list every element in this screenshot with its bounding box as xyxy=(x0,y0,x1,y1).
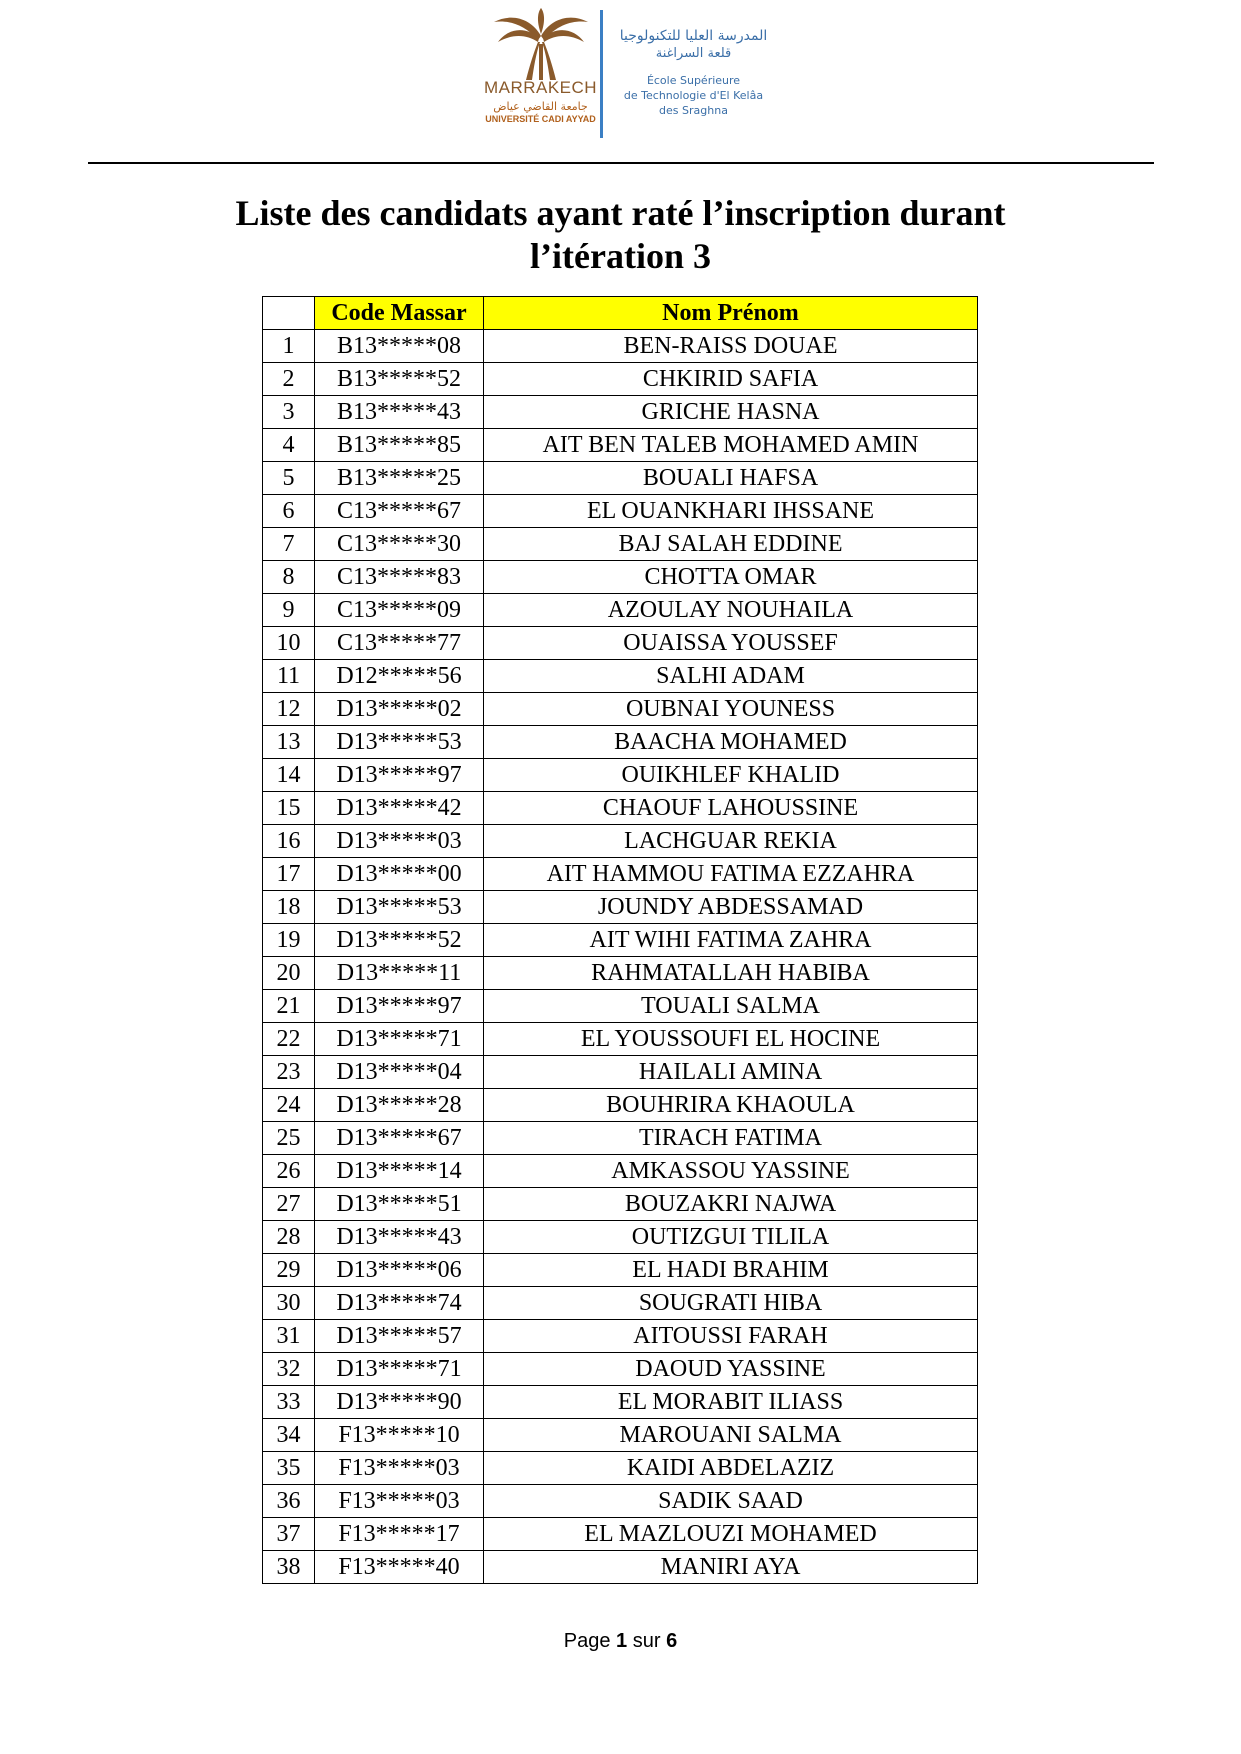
table-row xyxy=(263,1023,978,1056)
table-row xyxy=(263,330,978,363)
cell-code-massar: D13*****00 xyxy=(315,858,484,891)
table-row xyxy=(263,1056,978,1089)
cell-index: 5 xyxy=(263,462,315,495)
cell-code-massar: D13*****06 xyxy=(315,1254,484,1287)
cell-code-massar: C13*****30 xyxy=(315,528,484,561)
cell-code-massar: D13*****74 xyxy=(315,1287,484,1320)
cell-nom-prenom: EL YOUSSOUFI EL HOCINE xyxy=(484,1023,978,1056)
candidates-table xyxy=(262,296,978,1584)
column-header-nom-prenom: Nom Prénom xyxy=(484,297,978,330)
school-name-arabic-line1: المدرسة العليا للتكنولوجيا xyxy=(619,28,768,44)
cell-index: 10 xyxy=(263,627,315,660)
cell-code-massar: D13*****14 xyxy=(315,1155,484,1188)
table-row xyxy=(263,627,978,660)
table-row xyxy=(263,396,978,429)
cell-index: 14 xyxy=(263,759,315,792)
cell-code-massar: D13*****97 xyxy=(315,990,484,1023)
cell-index: 33 xyxy=(263,1386,315,1419)
table-row xyxy=(263,1485,978,1518)
cell-nom-prenom: MAROUANI SALMA xyxy=(484,1419,978,1452)
column-header-index xyxy=(263,297,315,330)
cell-index: 4 xyxy=(263,429,315,462)
cell-nom-prenom: BOUHRIRA KHAOULA xyxy=(484,1089,978,1122)
table-row xyxy=(263,759,978,792)
cell-index: 19 xyxy=(263,924,315,957)
cell-nom-prenom: CHAOUF LAHOUSSINE xyxy=(484,792,978,825)
cell-code-massar: B13*****52 xyxy=(315,363,484,396)
cell-index: 37 xyxy=(263,1518,315,1551)
cell-code-massar: D13*****02 xyxy=(315,693,484,726)
cell-code-massar: D13*****71 xyxy=(315,1353,484,1386)
cell-nom-prenom: SOUGRATI HIBA xyxy=(484,1287,978,1320)
cell-nom-prenom: BAJ SALAH EDDINE xyxy=(484,528,978,561)
cell-index: 35 xyxy=(263,1452,315,1485)
cell-code-massar: F13*****03 xyxy=(315,1485,484,1518)
cell-code-massar: D13*****51 xyxy=(315,1188,484,1221)
cell-index: 27 xyxy=(263,1188,315,1221)
cell-index: 9 xyxy=(263,594,315,627)
cell-index: 22 xyxy=(263,1023,315,1056)
table-row xyxy=(263,1287,978,1320)
cell-code-massar: D13*****71 xyxy=(315,1023,484,1056)
cell-nom-prenom: CHKIRID SAFIA xyxy=(484,363,978,396)
table-row xyxy=(263,1386,978,1419)
cell-nom-prenom: AMKASSOU YASSINE xyxy=(484,1155,978,1188)
title-line-1: Liste des candidats ayant raté l’inscription durant xyxy=(235,193,1006,233)
table-row xyxy=(263,858,978,891)
cell-code-massar: B13*****43 xyxy=(315,396,484,429)
university-logo xyxy=(478,8,603,143)
cell-index: 25 xyxy=(263,1122,315,1155)
cell-index: 24 xyxy=(263,1089,315,1122)
page-current: 1 xyxy=(616,1630,628,1652)
cell-nom-prenom: RAHMATALLAH HABIBA xyxy=(484,957,978,990)
cell-code-massar: D13*****43 xyxy=(315,1221,484,1254)
table-row xyxy=(263,957,978,990)
cell-code-massar: D13*****67 xyxy=(315,1122,484,1155)
cell-nom-prenom: AIT WIHI FATIMA ZAHRA xyxy=(484,924,978,957)
header-divider xyxy=(88,162,1154,164)
cell-index: 30 xyxy=(263,1287,315,1320)
table-row xyxy=(263,363,978,396)
cell-index: 11 xyxy=(263,660,315,693)
cell-nom-prenom: AZOULAY NOUHAILA xyxy=(484,594,978,627)
cell-index: 2 xyxy=(263,363,315,396)
cell-nom-prenom: SALHI ADAM xyxy=(484,660,978,693)
cell-index: 8 xyxy=(263,561,315,594)
cell-index: 34 xyxy=(263,1419,315,1452)
table-row xyxy=(263,1353,978,1386)
logo-university-name: UNIVERSITÉ CADI AYYAD xyxy=(485,114,596,124)
school-name-french-line1: École Supérieure xyxy=(646,74,741,87)
table-row xyxy=(263,1122,978,1155)
cell-nom-prenom: BOUZAKRI NAJWA xyxy=(484,1188,978,1221)
column-header-code-massar: Code Massar xyxy=(315,297,484,330)
table-row xyxy=(263,528,978,561)
school-name-french-line2: de Technologie d'El Kelâa xyxy=(623,89,764,102)
table-row xyxy=(263,429,978,462)
school-name-french-line3: des Sraghna xyxy=(659,104,728,117)
cell-index: 26 xyxy=(263,1155,315,1188)
cell-index: 36 xyxy=(263,1485,315,1518)
table-row xyxy=(263,1155,978,1188)
cell-nom-prenom: BOUALI HAFSA xyxy=(484,462,978,495)
cell-index: 17 xyxy=(263,858,315,891)
table-row xyxy=(263,1188,978,1221)
table-row xyxy=(263,990,978,1023)
table-row xyxy=(263,660,978,693)
table-row xyxy=(263,594,978,627)
table-row xyxy=(263,825,978,858)
table-row xyxy=(263,1221,978,1254)
cell-index: 38 xyxy=(263,1551,315,1584)
cell-index: 23 xyxy=(263,1056,315,1089)
table-row xyxy=(263,924,978,957)
page-label: Page xyxy=(563,1630,611,1652)
cell-nom-prenom: AIT HAMMOU FATIMA EZZAHRA xyxy=(484,858,978,891)
table-row xyxy=(263,693,978,726)
cell-nom-prenom: AITOUSSI FARAH xyxy=(484,1320,978,1353)
cell-code-massar: F13*****03 xyxy=(315,1452,484,1485)
cell-code-massar: D13*****03 xyxy=(315,825,484,858)
table-row xyxy=(263,1419,978,1452)
cell-nom-prenom: BAACHA MOHAMED xyxy=(484,726,978,759)
school-name-arabic-line2: قلعة السراغنة xyxy=(655,46,732,61)
cell-nom-prenom: OUIKHLEF KHALID xyxy=(484,759,978,792)
page-separator: sur xyxy=(632,1630,661,1652)
table-row xyxy=(263,726,978,759)
cell-code-massar: F13*****17 xyxy=(315,1518,484,1551)
cell-nom-prenom: EL MORABIT ILIASS xyxy=(484,1386,978,1419)
table-row xyxy=(263,1089,978,1122)
page-footer xyxy=(0,1630,1241,1653)
table-row xyxy=(263,561,978,594)
cell-code-massar: D13*****52 xyxy=(315,924,484,957)
cell-nom-prenom: KAIDI ABDELAZIZ xyxy=(484,1452,978,1485)
cell-index: 16 xyxy=(263,825,315,858)
cell-code-massar: D13*****28 xyxy=(315,1089,484,1122)
cell-code-massar: D13*****04 xyxy=(315,1056,484,1089)
cell-nom-prenom: MANIRI AYA xyxy=(484,1551,978,1584)
cell-code-massar: D13*****97 xyxy=(315,759,484,792)
cell-nom-prenom: OUTIZGUI TILILA xyxy=(484,1221,978,1254)
cell-code-massar: D13*****42 xyxy=(315,792,484,825)
table-row xyxy=(263,891,978,924)
palm-tree-icon xyxy=(486,8,596,80)
page-header xyxy=(0,0,1241,160)
table-row xyxy=(263,1551,978,1584)
cell-code-massar: C13*****83 xyxy=(315,561,484,594)
cell-nom-prenom: TIRACH FATIMA xyxy=(484,1122,978,1155)
cell-index: 29 xyxy=(263,1254,315,1287)
cell-code-massar: C13*****09 xyxy=(315,594,484,627)
cell-code-massar: D13*****90 xyxy=(315,1386,484,1419)
cell-index: 18 xyxy=(263,891,315,924)
table-body xyxy=(263,330,978,1584)
cell-code-massar: B13*****85 xyxy=(315,429,484,462)
cell-index: 31 xyxy=(263,1320,315,1353)
table-row xyxy=(263,1452,978,1485)
cell-code-massar: F13*****40 xyxy=(315,1551,484,1584)
table-row xyxy=(263,1518,978,1551)
cell-nom-prenom: JOUNDY ABDESSAMAD xyxy=(484,891,978,924)
cell-index: 13 xyxy=(263,726,315,759)
school-logo-text xyxy=(606,28,781,118)
logo-divider xyxy=(600,10,603,138)
cell-code-massar: B13*****25 xyxy=(315,462,484,495)
cell-nom-prenom: EL HADI BRAHIM xyxy=(484,1254,978,1287)
document-title xyxy=(150,192,1091,278)
cell-nom-prenom: AIT BEN TALEB MOHAMED AMIN xyxy=(484,429,978,462)
cell-code-massar: D12*****56 xyxy=(315,660,484,693)
cell-nom-prenom: LACHGUAR REKIA xyxy=(484,825,978,858)
title-line-2: l’itération 3 xyxy=(530,236,711,276)
cell-index: 32 xyxy=(263,1353,315,1386)
cell-index: 7 xyxy=(263,528,315,561)
cell-nom-prenom: OUBNAI YOUNESS xyxy=(484,693,978,726)
logo-university-arabic: جامعة القاضي عياض xyxy=(493,100,588,113)
logo-city-name: MARRAKECH xyxy=(483,78,598,97)
cell-code-massar: C13*****67 xyxy=(315,495,484,528)
cell-nom-prenom: EL OUANKHARI IHSSANE xyxy=(484,495,978,528)
cell-code-massar: D13*****57 xyxy=(315,1320,484,1353)
cell-code-massar: F13*****10 xyxy=(315,1419,484,1452)
cell-nom-prenom: BEN-RAISS DOUAE xyxy=(484,330,978,363)
cell-code-massar: D13*****11 xyxy=(315,957,484,990)
school-name-french xyxy=(606,73,781,118)
cell-nom-prenom: CHOTTA OMAR xyxy=(484,561,978,594)
cell-nom-prenom: HAILALI AMINA xyxy=(484,1056,978,1089)
cell-code-massar: B13*****08 xyxy=(315,330,484,363)
cell-index: 3 xyxy=(263,396,315,429)
cell-index: 6 xyxy=(263,495,315,528)
cell-index: 28 xyxy=(263,1221,315,1254)
cell-nom-prenom: DAOUD YASSINE xyxy=(484,1353,978,1386)
cell-index: 15 xyxy=(263,792,315,825)
cell-index: 20 xyxy=(263,957,315,990)
cell-nom-prenom: SADIK SAAD xyxy=(484,1485,978,1518)
table-row xyxy=(263,1254,978,1287)
page-total: 6 xyxy=(666,1630,678,1652)
table-row xyxy=(263,462,978,495)
cell-nom-prenom: EL MAZLOUZI MOHAMED xyxy=(484,1518,978,1551)
table-header-row xyxy=(263,297,978,330)
table-row xyxy=(263,495,978,528)
table-row xyxy=(263,1320,978,1353)
cell-nom-prenom: GRICHE HASNA xyxy=(484,396,978,429)
cell-nom-prenom: TOUALI SALMA xyxy=(484,990,978,1023)
table-row xyxy=(263,792,978,825)
cell-code-massar: D13*****53 xyxy=(315,726,484,759)
cell-index: 1 xyxy=(263,330,315,363)
cell-code-massar: C13*****77 xyxy=(315,627,484,660)
cell-index: 12 xyxy=(263,693,315,726)
cell-nom-prenom: OUAISSA YOUSSEF xyxy=(484,627,978,660)
cell-code-massar: D13*****53 xyxy=(315,891,484,924)
cell-index: 21 xyxy=(263,990,315,1023)
